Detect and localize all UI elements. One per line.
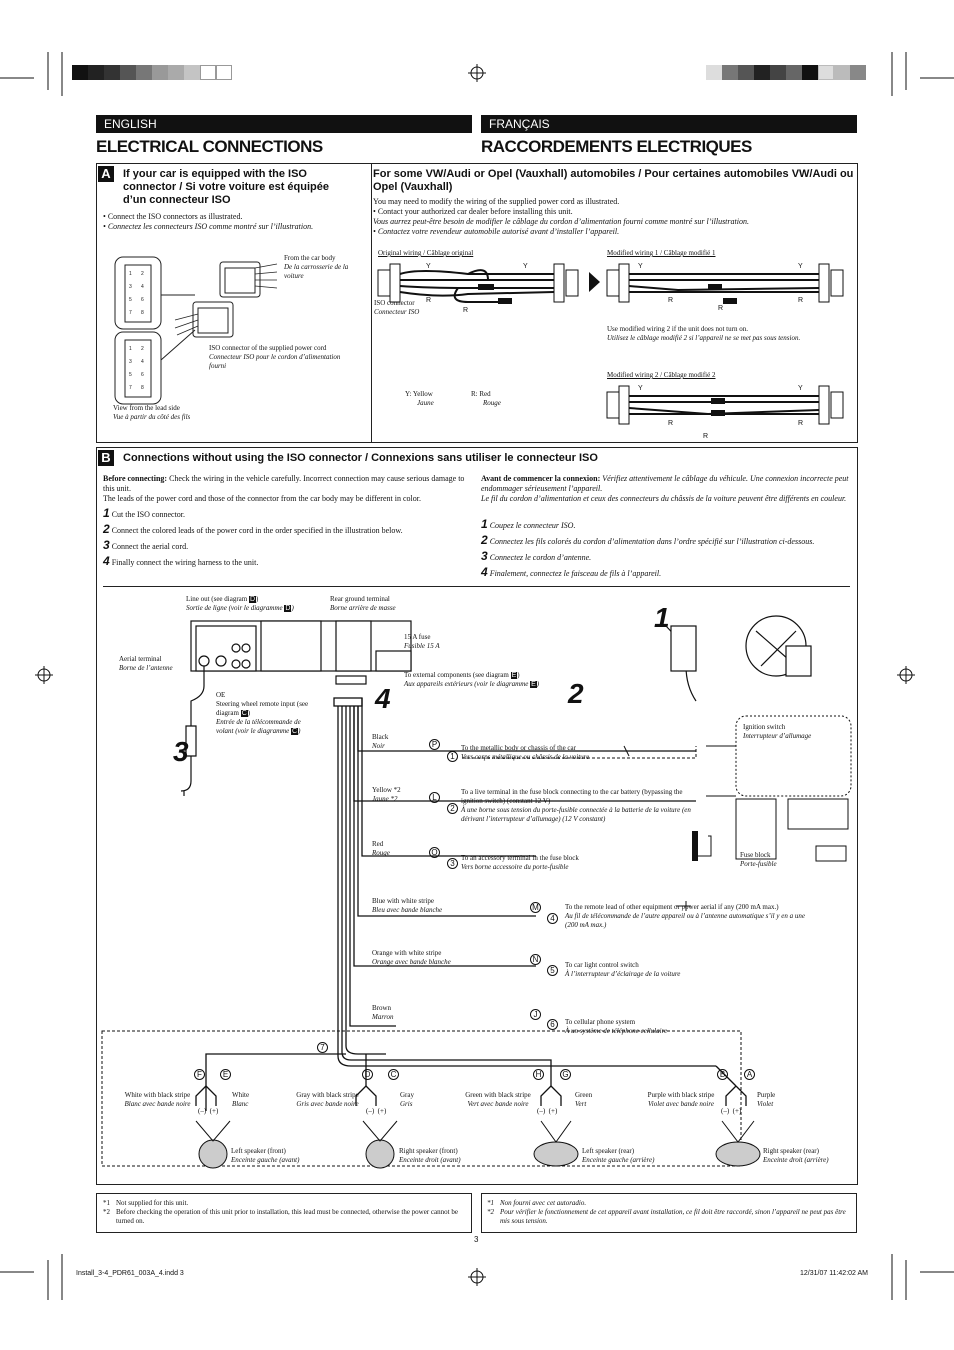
fn-text: Before checking the operation of this unit prior to installation, this lead must be connected, otherwise the power cannot be turned on.	[116, 1208, 458, 1225]
legend-y-en: Y: Yellow	[405, 390, 433, 398]
svg-text:R: R	[668, 297, 674, 304]
step-num: 4	[103, 554, 110, 568]
lang-bar-en: ENGLISH	[96, 115, 472, 133]
fn-text: Not supplied for this unit.	[116, 1199, 189, 1207]
minus: (–)	[721, 1107, 730, 1115]
iso-connector-fr: Connecteur ISO	[374, 308, 420, 316]
ext-fr: Aux appareils extérieurs (voir le diagramme	[404, 680, 529, 688]
svg-text:Y: Y	[638, 385, 643, 392]
lead-color-4	[372, 897, 442, 915]
step-fr-3: Connectez le cordon d’antenne.	[489, 553, 592, 562]
sp-en: Left speaker (front)	[231, 1147, 286, 1155]
plus: (+)	[377, 1107, 387, 1115]
sp-fr: Enceinte droit (arrière)	[763, 1156, 829, 1164]
footnotes-fr-text	[487, 1199, 849, 1226]
plus: (+)	[209, 1107, 219, 1115]
lead-num-1: 1	[447, 751, 458, 762]
step-num: 2	[103, 522, 110, 536]
mod1-label: Modified wiring 1 / Câblage modifié 1	[607, 249, 716, 257]
lead-to-fr: Vers borne accessoire du porte-fusible	[461, 863, 569, 871]
sp1-c2	[232, 1091, 249, 1109]
iso-supplied-en: ISO connector of the supplied power cord	[209, 344, 327, 352]
sp1-c1	[120, 1091, 195, 1109]
fn-text: Non fourni avec cet autoradio.	[500, 1199, 587, 1207]
iso-connector-label	[374, 299, 419, 317]
sp-c2-fr: Vert	[575, 1100, 587, 1108]
svg-text:R: R	[463, 307, 469, 314]
sp2-c2	[400, 1091, 414, 1109]
iso-connector-en: ISO connector	[374, 299, 415, 307]
sp3-letter2: G	[560, 1069, 571, 1080]
sp-fr: Enceinte gauche (arrière)	[582, 1156, 655, 1164]
use-mod-en: Use modified wiring 2 if the unit does not turn on.	[607, 325, 748, 333]
sp3-c2	[575, 1091, 592, 1109]
svg-text:6: 6	[141, 372, 144, 378]
fuse-en: 15 A fuse	[404, 633, 431, 641]
sp4-letter1: B	[717, 1069, 728, 1080]
svg-text:R: R	[426, 297, 432, 304]
iso-supplied-fr: Connecteur ISO pour le cordon d’alimentation fourni	[209, 353, 341, 370]
sp4-polarity	[721, 1107, 741, 1116]
fuse-label	[404, 633, 440, 651]
sp-c1-fr: Violet avec bande noire	[648, 1100, 714, 1108]
steps-fr	[481, 519, 849, 583]
title-fr: RACCORDEMENTS ELECTRIQUES	[481, 137, 752, 156]
avant-connexion	[481, 474, 849, 504]
lead-color-2	[372, 786, 401, 804]
sp3-polarity	[537, 1107, 557, 1116]
line-out-label: Line out (see diagram D) Sortie de ligne (voir le diagramme D)	[186, 595, 294, 612]
lead-to-en: To the metallic body or chassis of the car	[461, 744, 576, 752]
svg-text:2: 2	[141, 271, 144, 277]
ignition-fr: Interrupteur d’allumage	[743, 732, 812, 740]
step-fr-1: Coupez le connecteur ISO.	[489, 521, 576, 530]
sp1-letter1: F	[194, 1069, 205, 1080]
rear-ground-en: Rear ground terminal	[330, 595, 390, 603]
before-text: Check the wiring in the vehicle carefully. Incorrect connection may cause serious damage to this unit.	[103, 474, 465, 493]
svg-text:5: 5	[129, 297, 132, 303]
sp-en: Left speaker (rear)	[582, 1147, 635, 1155]
lead-color-3	[372, 840, 390, 858]
sp-c2-fr: Gris	[400, 1100, 413, 1108]
fn-mark: *2	[487, 1208, 494, 1216]
orig-wiring-label: Original wiring / Câblage original	[378, 249, 474, 257]
sp-fr: Enceinte droit (avant)	[399, 1156, 461, 1164]
sp-c1-en: Green with black stripe	[465, 1091, 531, 1099]
before-text2: The leads of the power cord and those of the connector from the car body may be different in color.	[103, 494, 421, 503]
svg-text:5: 5	[129, 372, 132, 378]
svg-text:8: 8	[141, 385, 144, 391]
svg-text:Y: Y	[798, 385, 803, 392]
sp2-letter2: C	[388, 1069, 399, 1080]
step-en-1: Cut the ISO connector.	[111, 510, 186, 519]
sp3-c1	[458, 1091, 538, 1109]
iso-supplied-label	[209, 344, 359, 371]
fuseblock-label	[740, 851, 777, 869]
lead-color-fr: Rouge	[372, 849, 390, 857]
lead-to-fr: À l’interrupteur d’éclairage de la voiture	[565, 970, 681, 978]
fuseblock-fr: Porte-fusible	[740, 860, 777, 868]
aerial-en: Aerial terminal	[119, 655, 162, 663]
use-mod-fr: Utilisez le câblage modifié 2 si l’appareil ne se met pas sous tension.	[607, 334, 801, 342]
lead-color-en: Brown	[372, 1004, 392, 1012]
sp-c1-en: White with black stripe	[124, 1091, 191, 1099]
svg-text:Y: Y	[638, 263, 643, 270]
lead-num-7: 7	[317, 1042, 328, 1053]
title-en: ELECTRICAL CONNECTIONS	[96, 137, 323, 156]
lead-color-en: Orange with white stripe	[372, 949, 442, 957]
big-step-4: 4	[375, 683, 391, 714]
page-number: 3	[474, 1235, 479, 1244]
before-connecting	[103, 474, 468, 504]
line-out-fr: Sortie de ligne (voir le diagramme	[186, 604, 283, 612]
sp-c1-fr: Vert avec bande noire	[467, 1100, 529, 1108]
section-b-heading: Connections without using the ISO connector / Connexions sans utiliser le connecteur ISO	[123, 452, 598, 464]
lead-num-5: 5	[547, 965, 558, 976]
vw-text-en: You may need to modify the wiring of the supplied power cord as illustrated.	[373, 197, 620, 206]
sp-c2-en: White	[232, 1091, 250, 1099]
step-en-3: Connect the aerial cord.	[111, 542, 189, 551]
svg-text:R: R	[718, 305, 724, 312]
legend-r-en: R: Red	[471, 390, 491, 398]
sp-en: Right speaker (rear)	[763, 1147, 819, 1155]
mod2-label: Modified wiring 2 / Câblage modifié 2	[607, 371, 716, 379]
avant-text: Vérifiez attentivement le câblage du véhicule. Une connexion incorrecte peut endommager sérieusement l’appareil.	[481, 474, 849, 493]
sp2-c1	[290, 1091, 365, 1109]
sp1-letter2: E	[220, 1069, 231, 1080]
lead-letter-1: P	[429, 739, 440, 750]
sp-c2-fr: Blanc	[232, 1100, 249, 1108]
step-num: 2	[481, 533, 488, 547]
step-en-4: Finally connect the wiring harness to the unit.	[111, 558, 259, 567]
svg-text:R: R	[668, 420, 674, 427]
view-label	[113, 404, 233, 422]
steps-en	[103, 508, 468, 572]
svg-text:Y: Y	[798, 263, 803, 270]
lead-num-6: 6	[547, 1019, 558, 1030]
steer-fr: Entrée de la télécommande de volant (voir le diagramme	[216, 718, 301, 735]
lead-to-5	[565, 961, 805, 979]
bullet-en: Connect the ISO connectors as illustrated.	[107, 212, 243, 221]
step-num: 3	[481, 549, 488, 563]
lead-letter-6: J	[530, 1009, 541, 1020]
step-en-2: Connect the colored leads of the power cord in the order specified in the illustration below.	[111, 526, 403, 535]
ignition-label	[743, 723, 811, 741]
step-fr-2: Connectez les fils colorés du cordon d’alimentation dans l’ordre spécifié sur l’illustration ci-dessous.	[489, 537, 815, 546]
legend-y-fr: Jaune	[417, 399, 434, 407]
bullet-fr: Connectez les connecteurs ISO comme montré sur l’illustration.	[107, 222, 314, 231]
lead-color-fr: Noir	[372, 742, 385, 750]
lead-to-en: To an accessory terminal in the fuse block	[461, 854, 579, 862]
sp3-letter1: H	[533, 1069, 544, 1080]
sp-c1-en: Gray with black stripe	[296, 1091, 359, 1099]
sp2-polarity	[366, 1107, 386, 1116]
color-bar-left	[72, 65, 232, 80]
legend-y	[405, 390, 434, 408]
legend-r-fr: Rouge	[483, 399, 501, 407]
from-car-fr: De la carrosserie de la voiture	[284, 263, 349, 280]
sp-en: Right speaker (front)	[399, 1147, 458, 1155]
minus: (–)	[537, 1107, 546, 1115]
vw-bullet-fr: Contactez votre revendeur automobile autorisé avant d’installer l’appareil.	[377, 227, 620, 236]
fuse-fr: Fusible 15 A	[404, 642, 440, 650]
svg-text:4: 4	[141, 284, 144, 290]
legend-r	[471, 390, 501, 408]
fn-mark: *1	[103, 1199, 110, 1207]
lead-color-1	[372, 733, 388, 751]
big-step-1: 1	[654, 602, 670, 633]
step-fr-4: Finalement, connectez le faisceau de fils à l’appareil.	[489, 569, 662, 578]
sp-c2-fr: Violet	[757, 1100, 774, 1108]
sp-c2-en: Purple	[757, 1091, 776, 1099]
footer-file: Install_3-4_PDR61_003A_4.indd 3	[76, 1270, 184, 1277]
lead-letter-4: M	[530, 902, 541, 913]
vw-bullet-en: Contact your authorized car dealer before installing this unit.	[377, 207, 573, 216]
sp4-c1	[642, 1091, 720, 1109]
lead-letter-5: N	[530, 954, 541, 965]
vw-heading: For some VW/Audi or Opel (Vauxhall) automobiles / Pour certaines automobiles VW/Audi ou Opel (Vauxhall)	[373, 168, 854, 193]
sp1-polarity	[198, 1107, 218, 1116]
lead-num-3: 3	[447, 858, 458, 869]
sp3-label	[582, 1147, 654, 1165]
lead-to-fr: Vers corps métallique ou châssis de la voiture	[461, 753, 590, 761]
lead-to-fr: À un système de téléphone cellulaire	[565, 1027, 668, 1035]
big-step-2: 2	[568, 678, 584, 709]
svg-text:Y: Y	[426, 263, 431, 270]
from-car-en: From the car body	[284, 254, 336, 262]
sp-c1-fr: Blanc avec bande noire	[124, 1100, 191, 1108]
sp4-c2	[757, 1091, 775, 1109]
fn-mark: *1	[487, 1199, 494, 1207]
footnotes-en-text	[103, 1199, 465, 1226]
from-car-label	[284, 254, 359, 281]
rear-ground-label	[330, 595, 396, 613]
section-a-heading: If your car is equipped with the ISO connector / Si votre voiture est équipée d’un connecteur ISO	[123, 168, 329, 206]
step-num: 1	[481, 517, 488, 531]
fn-text: Pour vérifier le fonctionnement de cet appareil avant installation, ce fil doit être raccordé, sinon l’appareil ne peut pas être mis sous tension.	[500, 1208, 846, 1225]
lead-color-fr: Bleu avec bande blanche	[372, 906, 443, 914]
sp-c1-fr: Gris avec bande noire	[296, 1100, 359, 1108]
lead-color-en: Blue with white stripe	[372, 897, 435, 905]
lead-to-en: To cellular phone system	[565, 1018, 636, 1026]
lead-color-fr: Jaune *2	[372, 795, 398, 803]
lead-num-2: 2	[447, 803, 458, 814]
sp-fr: Enceinte gauche (avant)	[231, 1156, 300, 1164]
svg-text:3: 3	[129, 284, 132, 290]
sp1-label	[231, 1147, 299, 1165]
view-en: View from the lead side	[113, 404, 180, 412]
lead-letter-2: L	[429, 792, 440, 803]
svg-text:8: 8	[141, 310, 144, 316]
lead-to-4	[565, 903, 805, 930]
lead-to-en: To car light control switch	[565, 961, 639, 969]
color-bar-right	[706, 65, 866, 80]
step-num: 3	[103, 538, 110, 552]
svg-text:7: 7	[129, 310, 132, 316]
lead-color-en: Yellow *2	[372, 786, 401, 794]
lead-to-6	[565, 1018, 805, 1036]
minus: (–)	[366, 1107, 375, 1115]
sp-c2-en: Gray	[400, 1091, 414, 1099]
lead-to-en: To a live terminal in the fuse block connecting to the car battery (bypassing the ignition switch) (constant 12 V)	[461, 788, 683, 805]
svg-text:3: 3	[129, 359, 132, 365]
lang-bar-fr: FRANÇAIS	[481, 115, 857, 133]
big-step-3: 3	[173, 736, 189, 767]
ext-label: To external components (see diagram E) Aux appareils extérieurs (voir le diagramme E)	[404, 671, 540, 688]
sp-c1-en: Purple with black stripe	[647, 1091, 715, 1099]
avant-text2: Le fil du cordon d’alimentation et ceux des connecteurs du châssis de la voiture peuvent être différents en couleur.	[481, 494, 847, 503]
use-mod-label	[607, 325, 857, 343]
lead-to-fr: Au fil de télécommande de l’autre appareil ou à l’antenne automatique s’il y en a une (200 mA max.)	[565, 912, 805, 929]
avant-label: Avant de commencer la connexion:	[481, 474, 601, 483]
step-num: 4	[481, 565, 488, 579]
lead-num-4: 4	[547, 913, 558, 924]
lead-to-3	[461, 854, 701, 872]
lead-to-2	[461, 788, 701, 824]
svg-text:2: 2	[141, 346, 144, 352]
view-fr: Vue à partir du côté des fils	[113, 413, 191, 421]
lead-to-fr: À une borne sous tension du porte-fusible connectée à la batterie de la voiture (en dérivant l’interrupteur d’allumage) (12 V constant)	[461, 806, 691, 823]
ext-en: To external components (see diagram	[404, 671, 509, 679]
footer-date: 12/31/07 11:42:02 AM	[800, 1270, 868, 1277]
svg-text:4: 4	[141, 359, 144, 365]
lead-color-6	[372, 1004, 394, 1022]
lead-to-en: To the remote lead of other equipment or power aerial if any (200 mA max.)	[565, 903, 779, 911]
svg-text:1: 1	[129, 271, 132, 277]
vw-wiring-diagrams	[378, 258, 858, 458]
sp-c2-en: Green	[575, 1091, 593, 1099]
line-out-en: Line out (see diagram	[186, 595, 248, 603]
fn-mark: *2	[103, 1208, 110, 1216]
step-num: 1	[103, 506, 110, 520]
svg-text:Y: Y	[523, 263, 528, 270]
plus: (+)	[548, 1107, 558, 1115]
aerial-label	[119, 655, 173, 673]
steer-label: OE Steering wheel remote input (see diagram C) Entrée de la télécommande de volant (voir le diagramme C)	[216, 691, 316, 736]
svg-text:6: 6	[141, 297, 144, 303]
rear-ground-fr: Borne arrière de masse	[330, 604, 396, 612]
lead-color-en: Red	[372, 840, 384, 848]
aerial-fr: Borne de l’antenne	[119, 664, 173, 672]
minus: (–)	[198, 1107, 207, 1115]
before-label: Before connecting:	[103, 474, 168, 483]
ignition-en: Ignition switch	[743, 723, 786, 731]
vw-text: You may need to modify the wiring of the supplied power cord as illustrated. • Contact your authorized car dealer before installing this unit. Vous aurrez peut-être besoin de modifier le câblage du cordon d’alimentation fourni comme montré sur l’illustration. • Contactez votre revendeur automobile autorisé avant d’installer l’appareil.	[373, 197, 855, 237]
lead-color-en: Black	[372, 733, 389, 741]
lead-to-1	[461, 744, 701, 762]
lead-color-fr: Marron	[372, 1013, 394, 1021]
oe-label: OE	[216, 691, 226, 699]
vw-text-fr: Vous aurrez peut-être besoin de modifier le câblage du cordon d’alimentation fourni comme montré sur l’illustration.	[373, 217, 749, 226]
steer-en: Steering wheel remote input (see diagram	[216, 700, 309, 717]
plus: (+)	[732, 1107, 742, 1115]
sp2-letter1: D	[362, 1069, 373, 1080]
sp4-label	[763, 1147, 829, 1165]
section-a-bullets: • Connect the ISO connectors as illustrated. • Connectez les connecteurs ISO comme montré sur l’illustration.	[103, 212, 314, 231]
sp2-label	[399, 1147, 461, 1165]
lead-letter-3: O	[429, 847, 440, 858]
svg-text:7: 7	[129, 385, 132, 391]
lead-color-fr: Orange avec bande blanche	[372, 958, 451, 966]
section-a-tag: A	[98, 166, 114, 182]
lead-color-5	[372, 949, 451, 967]
svg-text:R: R	[798, 297, 804, 304]
section-b-tag: B	[98, 450, 114, 466]
svg-text:R: R	[798, 420, 804, 427]
svg-text:1: 1	[129, 346, 132, 352]
sp4-letter2: A	[744, 1069, 755, 1080]
fuseblock-en: Fuse block	[740, 851, 771, 859]
svg-text:R: R	[703, 433, 709, 440]
